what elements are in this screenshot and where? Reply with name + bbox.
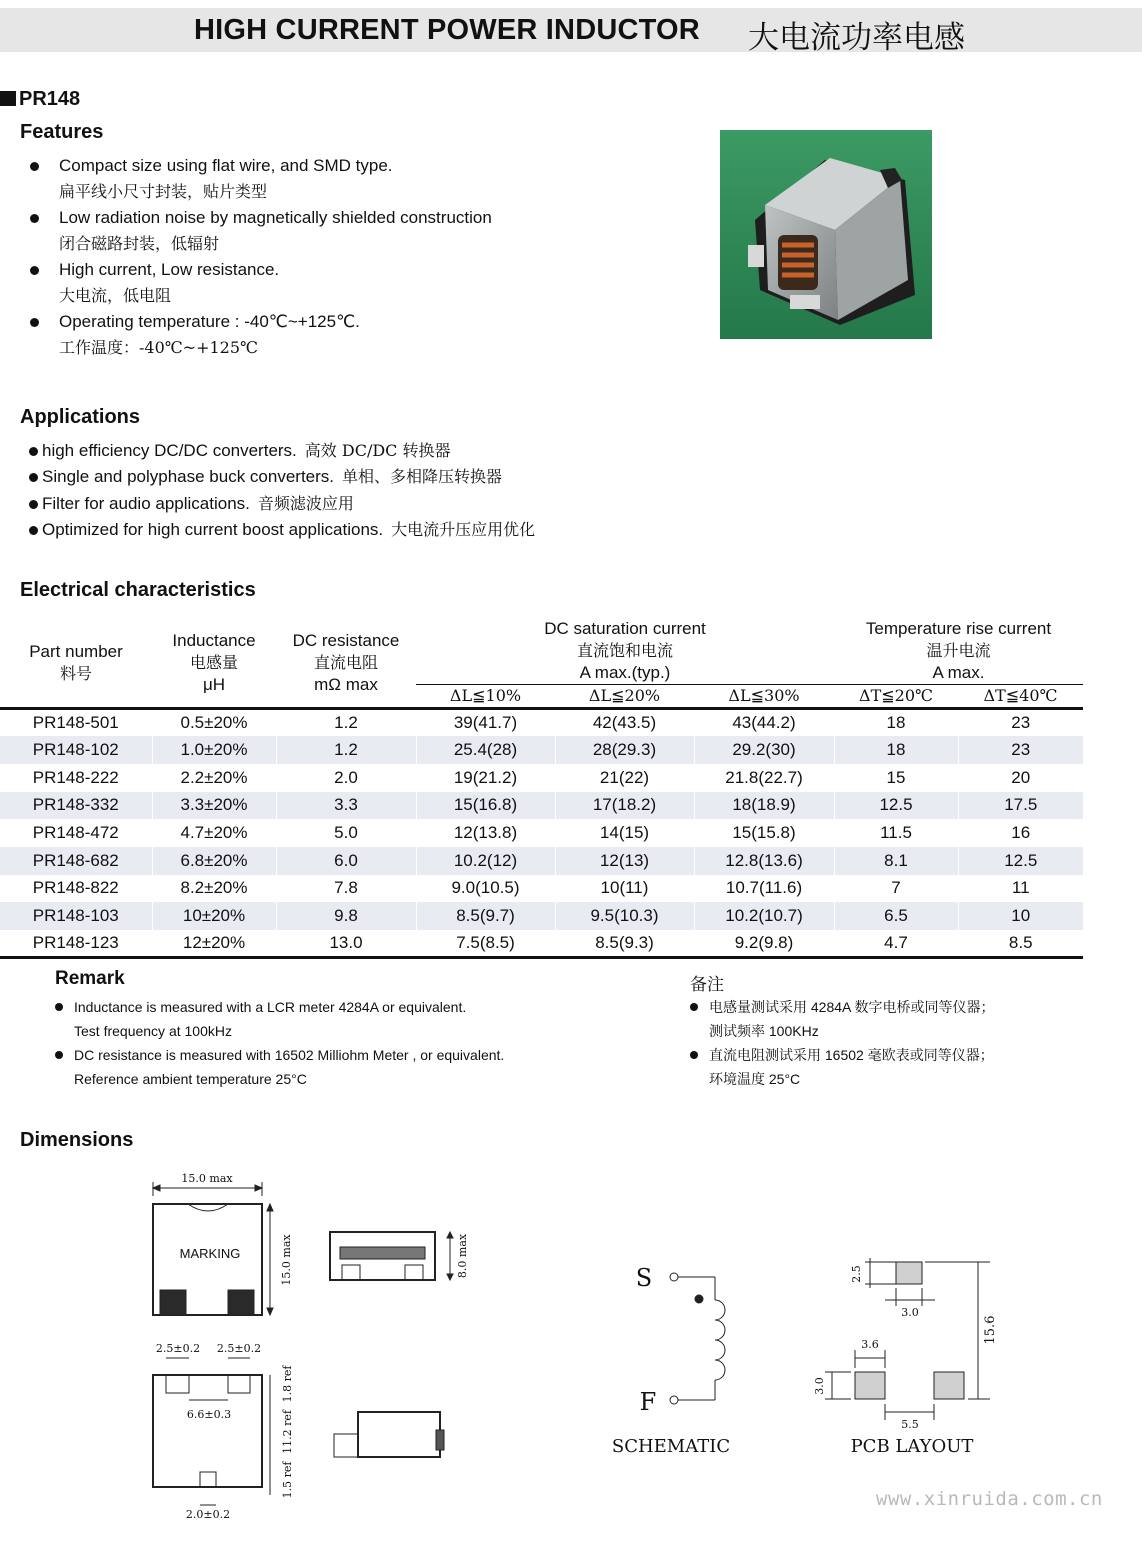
table-cell: 2.0 (276, 764, 416, 792)
dim-pad-b: 2.5±0.2 (216, 1342, 262, 1355)
schematic-f: F (639, 1388, 657, 1416)
table-cell: 15(16.8) (416, 792, 555, 820)
pcb-dim-2: 3.0 (901, 1306, 919, 1319)
watermark: www.xinruida.com.cn (876, 1488, 1103, 1510)
subheader-cell: ΔL≦30% (694, 685, 834, 709)
product-photo (720, 130, 932, 339)
table-body (0, 709, 1083, 958)
dimensions-heading: Dimensions (20, 1129, 134, 1151)
feature-en: High current, Low resistance. (59, 260, 280, 279)
dim-ref-top: 1.8 ref (281, 1365, 294, 1403)
table-cell: 18 (834, 736, 958, 764)
table-cell: 1.0±20% (152, 736, 276, 764)
table-cell: 3.3 (276, 792, 416, 820)
feature-cn: 工作温度：-40℃~+125℃ (59, 338, 258, 357)
subheader-cell: ΔL≦10% (416, 685, 555, 709)
table-cell: 10.2(12) (416, 847, 555, 875)
dim-top-height: 15.0 max (280, 1234, 293, 1286)
table-cell: 12.5 (958, 847, 1083, 875)
table-cell: PR148-103 (0, 902, 152, 930)
bottom-view (153, 1358, 270, 1505)
electrical-table (0, 618, 1083, 959)
table-cell: 6.8±20% (152, 847, 276, 875)
table-cell: 9.0(10.5) (416, 875, 555, 903)
table-row (0, 764, 1083, 792)
dimension-drawings (0, 1150, 1142, 1543)
remark-heading-cn: 备注 (690, 975, 724, 995)
remark-item: DC resistance is measured with 16502 Milliohm Meter , or equivalent. Reference ambient temperature 25°C (55, 1043, 504, 1091)
remark-item: Inductance is measured with a LCR meter 4284A or equivalent. Test frequency at 100kHz (55, 995, 504, 1043)
table-cell: 15 (834, 764, 958, 792)
applications-list (28, 438, 728, 543)
feature-cn: 闭合磁路封装，低辐射 (59, 234, 220, 253)
header-temp-rise: Temperature rise current 温升电流 A max. (865, 619, 1052, 682)
pcb-dim-5: 5.5 (901, 1418, 919, 1431)
table-cell: 43(44.2) (694, 709, 834, 737)
table-cell: 1.2 (276, 709, 416, 737)
table-cell: PR148-472 (32, 823, 119, 843)
table-cell: 6.5 (834, 902, 958, 930)
remark-list-cn (690, 995, 995, 1091)
application-en: Filter for audio applications. (42, 493, 250, 513)
pcb-dim-6: 15.6 (983, 1315, 998, 1345)
square-bullet-icon (0, 91, 16, 106)
table-cell: PR148-222 (32, 767, 119, 787)
header-part: Part number 料号 (29, 641, 123, 683)
table-row (0, 875, 1083, 903)
subheader-cell: ΔT≦20℃ (834, 685, 958, 709)
dim-ref-bot: 1.5 ref (281, 1461, 294, 1499)
electrical-heading: Electrical characteristics (20, 579, 256, 601)
table-cell: 10±20% (152, 902, 276, 930)
dim-pad-gap: 6.6±0.3 (186, 1408, 232, 1421)
table-cell: 10.2(10.7) (694, 902, 834, 930)
table-cell: 15(15.8) (694, 819, 834, 847)
table-cell: 13.0 (276, 930, 416, 958)
table-cell: 39(41.7) (416, 709, 555, 737)
remark-item: 直流电阻测试采用 16502 毫欧表或同等仪器； 环境温度 25°C (690, 1043, 995, 1091)
table-cell: 18(18.9) (694, 792, 834, 820)
title-en: HIGH CURRENT POWER INDUCTOR (194, 14, 700, 46)
table-row (0, 930, 1083, 958)
table-row (0, 902, 1083, 930)
table-row (0, 819, 1083, 847)
header-dc-resistance: DC resistance 直流电阻 mΩ max (292, 630, 400, 694)
table-cell: 11 (958, 875, 1083, 903)
side-view-2 (334, 1412, 444, 1457)
pcb-dim-1: 2.5 (850, 1265, 863, 1283)
table-row (0, 736, 1083, 764)
table-cell: PR148-501 (0, 709, 152, 737)
table-cell: 16 (958, 819, 1083, 847)
table-header-row (0, 618, 1083, 685)
model-name: PR148 (19, 88, 81, 110)
application-cn: 单相、多相降压转换器 (342, 467, 503, 487)
pcb-dim-4: 3.0 (813, 1377, 826, 1395)
feature-item (28, 153, 668, 205)
application-item (28, 517, 728, 543)
application-cn: 大电流升压应用优化 (391, 519, 536, 539)
table-row (0, 792, 1083, 820)
table-cell: PR148-682 (0, 847, 152, 875)
application-item (28, 464, 728, 490)
table-cell: PR148-332 (0, 792, 152, 820)
schematic (670, 1273, 725, 1404)
table-cell: PR148-102 (0, 736, 152, 764)
subheader-cell: ΔT≦40℃ (958, 685, 1083, 709)
table-cell: 19(21.2) (416, 764, 555, 792)
pcb-dim-3: 3.6 (861, 1338, 879, 1351)
table-cell: 6.0 (276, 847, 416, 875)
table-cell: 8.5(9.3) (555, 930, 694, 958)
model-heading (0, 88, 80, 111)
table-cell: 14(15) (555, 819, 694, 847)
application-item (28, 438, 728, 464)
table-cell: 12(13.8) (416, 819, 555, 847)
table-cell: 17(18.2) (555, 792, 694, 820)
feature-item (28, 205, 668, 257)
table-cell: PR148-822 (32, 878, 119, 898)
remark-list-en (55, 995, 504, 1091)
feature-item (28, 257, 668, 309)
table-cell: 9.5(10.3) (555, 902, 694, 930)
table-cell: 7.8 (276, 875, 416, 903)
table-cell: 21(22) (555, 764, 694, 792)
title-banner (0, 8, 1142, 56)
application-en: Optimized for high current boost applications. (42, 519, 384, 539)
application-en: high efficiency DC/DC converters. (42, 441, 297, 460)
table-cell: 29.2(30) (694, 736, 834, 764)
schematic-label: SCHEMATIC (611, 1436, 731, 1457)
table-cell: 5.0 (276, 819, 416, 847)
table-cell: 23 (958, 709, 1083, 737)
table-row (0, 847, 1083, 875)
header-inductance: Inductance 电感量 μH (172, 630, 256, 694)
table-cell: 4.7 (834, 930, 958, 958)
features-list (28, 153, 668, 361)
feature-en: Compact size using flat wire, and SMD type. (59, 156, 393, 175)
table-cell: 8.5(9.7) (416, 902, 555, 930)
table-cell: 0.5±20% (152, 709, 276, 737)
table-cell: 7.5(8.5) (416, 930, 555, 958)
table-cell: 25.4(28) (416, 736, 555, 764)
table-cell: 12±20% (152, 930, 276, 958)
pcb-label: PCB LAYOUT (850, 1436, 974, 1457)
table-row (0, 709, 1083, 737)
table-cell: 10(11) (555, 875, 694, 903)
table-cell: 9.8 (276, 902, 416, 930)
table-cell: 1.2 (276, 736, 416, 764)
table-cell: 4.7±20% (152, 819, 276, 847)
table-cell: 12.8(13.6) (694, 847, 834, 875)
table-cell: 28(29.3) (555, 736, 694, 764)
table-cell: 10 (958, 902, 1083, 930)
side-view-1 (330, 1232, 453, 1280)
table-cell: 3.3±20% (152, 792, 276, 820)
subheader-cell: ΔL≦20% (555, 685, 694, 709)
application-cn: 高效 DC/DC 转换器 (304, 441, 451, 460)
feature-item (28, 309, 668, 361)
table-cell: 10.7(11.6) (694, 875, 834, 903)
table-cell: 12(13) (555, 847, 694, 875)
title-cn: 大电流功率电感 (748, 20, 965, 56)
table-cell: 8.2±20% (152, 875, 276, 903)
feature-cn: 大电流，低电阻 (59, 286, 172, 305)
dim-pad-bottom: 2.0±0.2 (185, 1508, 231, 1521)
table-cell: 12.5 (834, 792, 958, 820)
table-cell: 23 (958, 736, 1083, 764)
dim-pad-a: 2.5±0.2 (155, 1342, 201, 1355)
features-heading: Features (20, 121, 104, 143)
table-cell: 20 (958, 764, 1083, 792)
feature-en: Operating temperature : -40℃~+125℃. (59, 312, 360, 331)
applications-heading: Applications (20, 406, 141, 428)
table-cell: 8.1 (834, 847, 958, 875)
dim-ref-mid: 11.2 ref (281, 1410, 294, 1454)
feature-en: Low radiation noise by magnetically shielded construction (59, 208, 492, 227)
application-en: Single and polyphase buck converters. (42, 467, 335, 487)
remark-heading: Remark (55, 968, 125, 989)
application-cn: 音频滤波应用 (257, 493, 354, 513)
table-cell: 21.8(22.7) (694, 764, 834, 792)
dim-side-height: 8.0 max (456, 1233, 469, 1279)
table-cell: 7 (834, 875, 958, 903)
table-cell: 9.2(9.8) (694, 930, 834, 958)
dim-top-width: 15.0 max (181, 1172, 233, 1185)
marking-label: MARKING (179, 1246, 241, 1261)
header-saturation: DC saturation current 直流饱和电流 A max.(typ.) (544, 619, 706, 682)
table-cell: 42(43.5) (555, 709, 694, 737)
table-cell: 2.2±20% (152, 764, 276, 792)
table-cell: 17.5 (958, 792, 1083, 820)
table-cell: 11.5 (834, 819, 958, 847)
table-cell: PR148-123 (0, 930, 152, 958)
table-cell: 18 (834, 709, 958, 737)
remark-item: 电感量测试采用 4284A 数字电桥或同等仪器； 测试频率 100KHz (690, 995, 995, 1043)
application-item (28, 491, 728, 517)
schematic-s: S (635, 1264, 653, 1292)
table-cell: 8.5 (958, 930, 1083, 958)
feature-cn: 扁平线小尺寸封装，贴片类型 (59, 182, 268, 201)
